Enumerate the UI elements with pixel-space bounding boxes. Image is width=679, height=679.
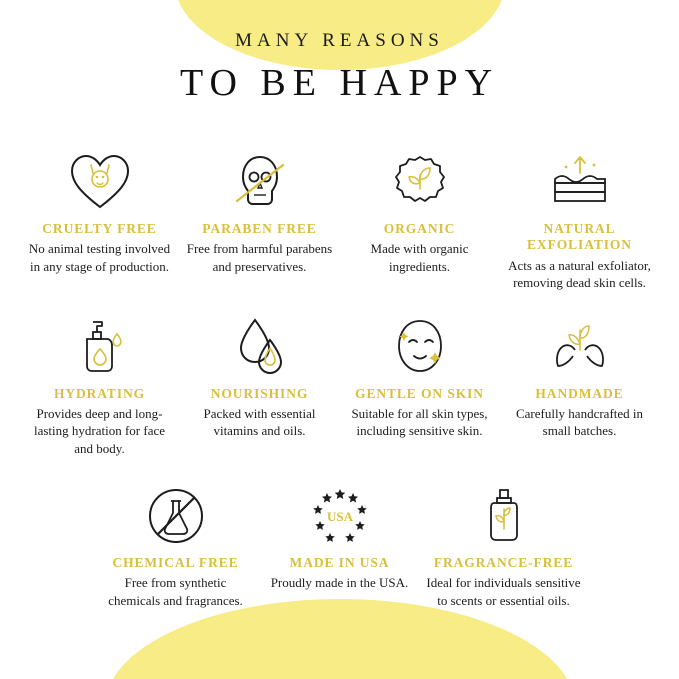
benefit-item bbox=[340, 310, 500, 440]
benefit-description: Provides deep and long-lasting hydration for face and body. bbox=[33, 405, 166, 456]
benefit-description: Made with organic ingredients. bbox=[370, 241, 469, 274]
benefit-title: CHEMICAL FREE bbox=[112, 554, 239, 570]
cruelty-free-rabbit-heart-icon bbox=[24, 145, 176, 219]
benefits-row bbox=[0, 310, 679, 457]
page-title: TO BE HAPPY bbox=[179, 62, 500, 104]
benefit-description: Carefully handcrafted in small batches. bbox=[515, 405, 644, 439]
benefit-title: HANDMADE bbox=[535, 385, 624, 401]
usa-badge-text: USA bbox=[326, 508, 353, 524]
benefits-row bbox=[0, 479, 679, 609]
hydrating-lotion-pump-bottle-icon bbox=[24, 310, 176, 384]
benefit-item bbox=[180, 145, 340, 275]
eyebrow-heading: MANY REASONS bbox=[235, 30, 444, 51]
benefit-item bbox=[340, 145, 500, 275]
benefit-item bbox=[20, 145, 180, 275]
benefit-description: Packed with essential vitamins and oils. bbox=[203, 405, 316, 439]
made-in-usa-stars-badge-icon bbox=[262, 479, 418, 553]
benefit-item bbox=[500, 310, 660, 440]
benefit-title: NATURAL EXFOLIATION bbox=[527, 221, 632, 253]
benefits-row bbox=[0, 145, 679, 292]
benefit-item bbox=[422, 479, 586, 609]
benefit-title: MADE IN USA bbox=[289, 554, 390, 570]
benefit-description: Acts as a natural exfoliator, removing dead skin cells. bbox=[508, 257, 651, 291]
benefit-description: Free from synthetic chemicals and fragrances. bbox=[108, 575, 243, 608]
benefit-title: FRAGRANCE-FREE bbox=[433, 554, 574, 570]
benefit-item bbox=[180, 310, 340, 440]
benefit-title: GENTLE ON SKIN bbox=[355, 385, 484, 401]
benefit-title: CRUELTY FREE bbox=[42, 221, 157, 236]
benefit-description: Suitable for all skin types, including sensitive skin. bbox=[351, 405, 488, 439]
gentle-on-skin-face-icon bbox=[344, 310, 496, 384]
handmade-hands-plant-icon bbox=[504, 310, 656, 384]
fragrance-free-dropper-bottle-icon bbox=[426, 479, 582, 553]
benefit-description: Ideal for individuals sensitive to scents or essential oils. bbox=[426, 575, 581, 608]
benefit-title: HYDRATING bbox=[53, 385, 146, 401]
benefit-description: Proudly made in the USA. bbox=[270, 575, 409, 591]
benefit-item bbox=[20, 310, 180, 457]
benefit-item bbox=[500, 145, 660, 292]
benefit-item bbox=[258, 479, 422, 592]
benefit-title: ORGANIC bbox=[383, 221, 456, 236]
decorative-blob-bottom bbox=[105, 599, 575, 679]
nourishing-water-drops-icon bbox=[184, 310, 336, 384]
benefit-item bbox=[94, 479, 258, 609]
benefit-description: No animal testing involved in any stage of production. bbox=[28, 241, 171, 274]
benefit-title: PARABEN FREE bbox=[202, 221, 317, 236]
natural-exfoliation-skin-layers-icon bbox=[504, 145, 656, 219]
chemical-free-crossed-flask-icon bbox=[98, 479, 254, 553]
benefit-description: Free from harmful parabens and preservatives. bbox=[186, 241, 333, 274]
organic-leaf-badge-icon bbox=[344, 145, 496, 219]
benefits-grid bbox=[0, 145, 679, 609]
paraben-free-skull-icon bbox=[184, 145, 336, 219]
benefit-title: NOURISHING bbox=[210, 385, 309, 401]
